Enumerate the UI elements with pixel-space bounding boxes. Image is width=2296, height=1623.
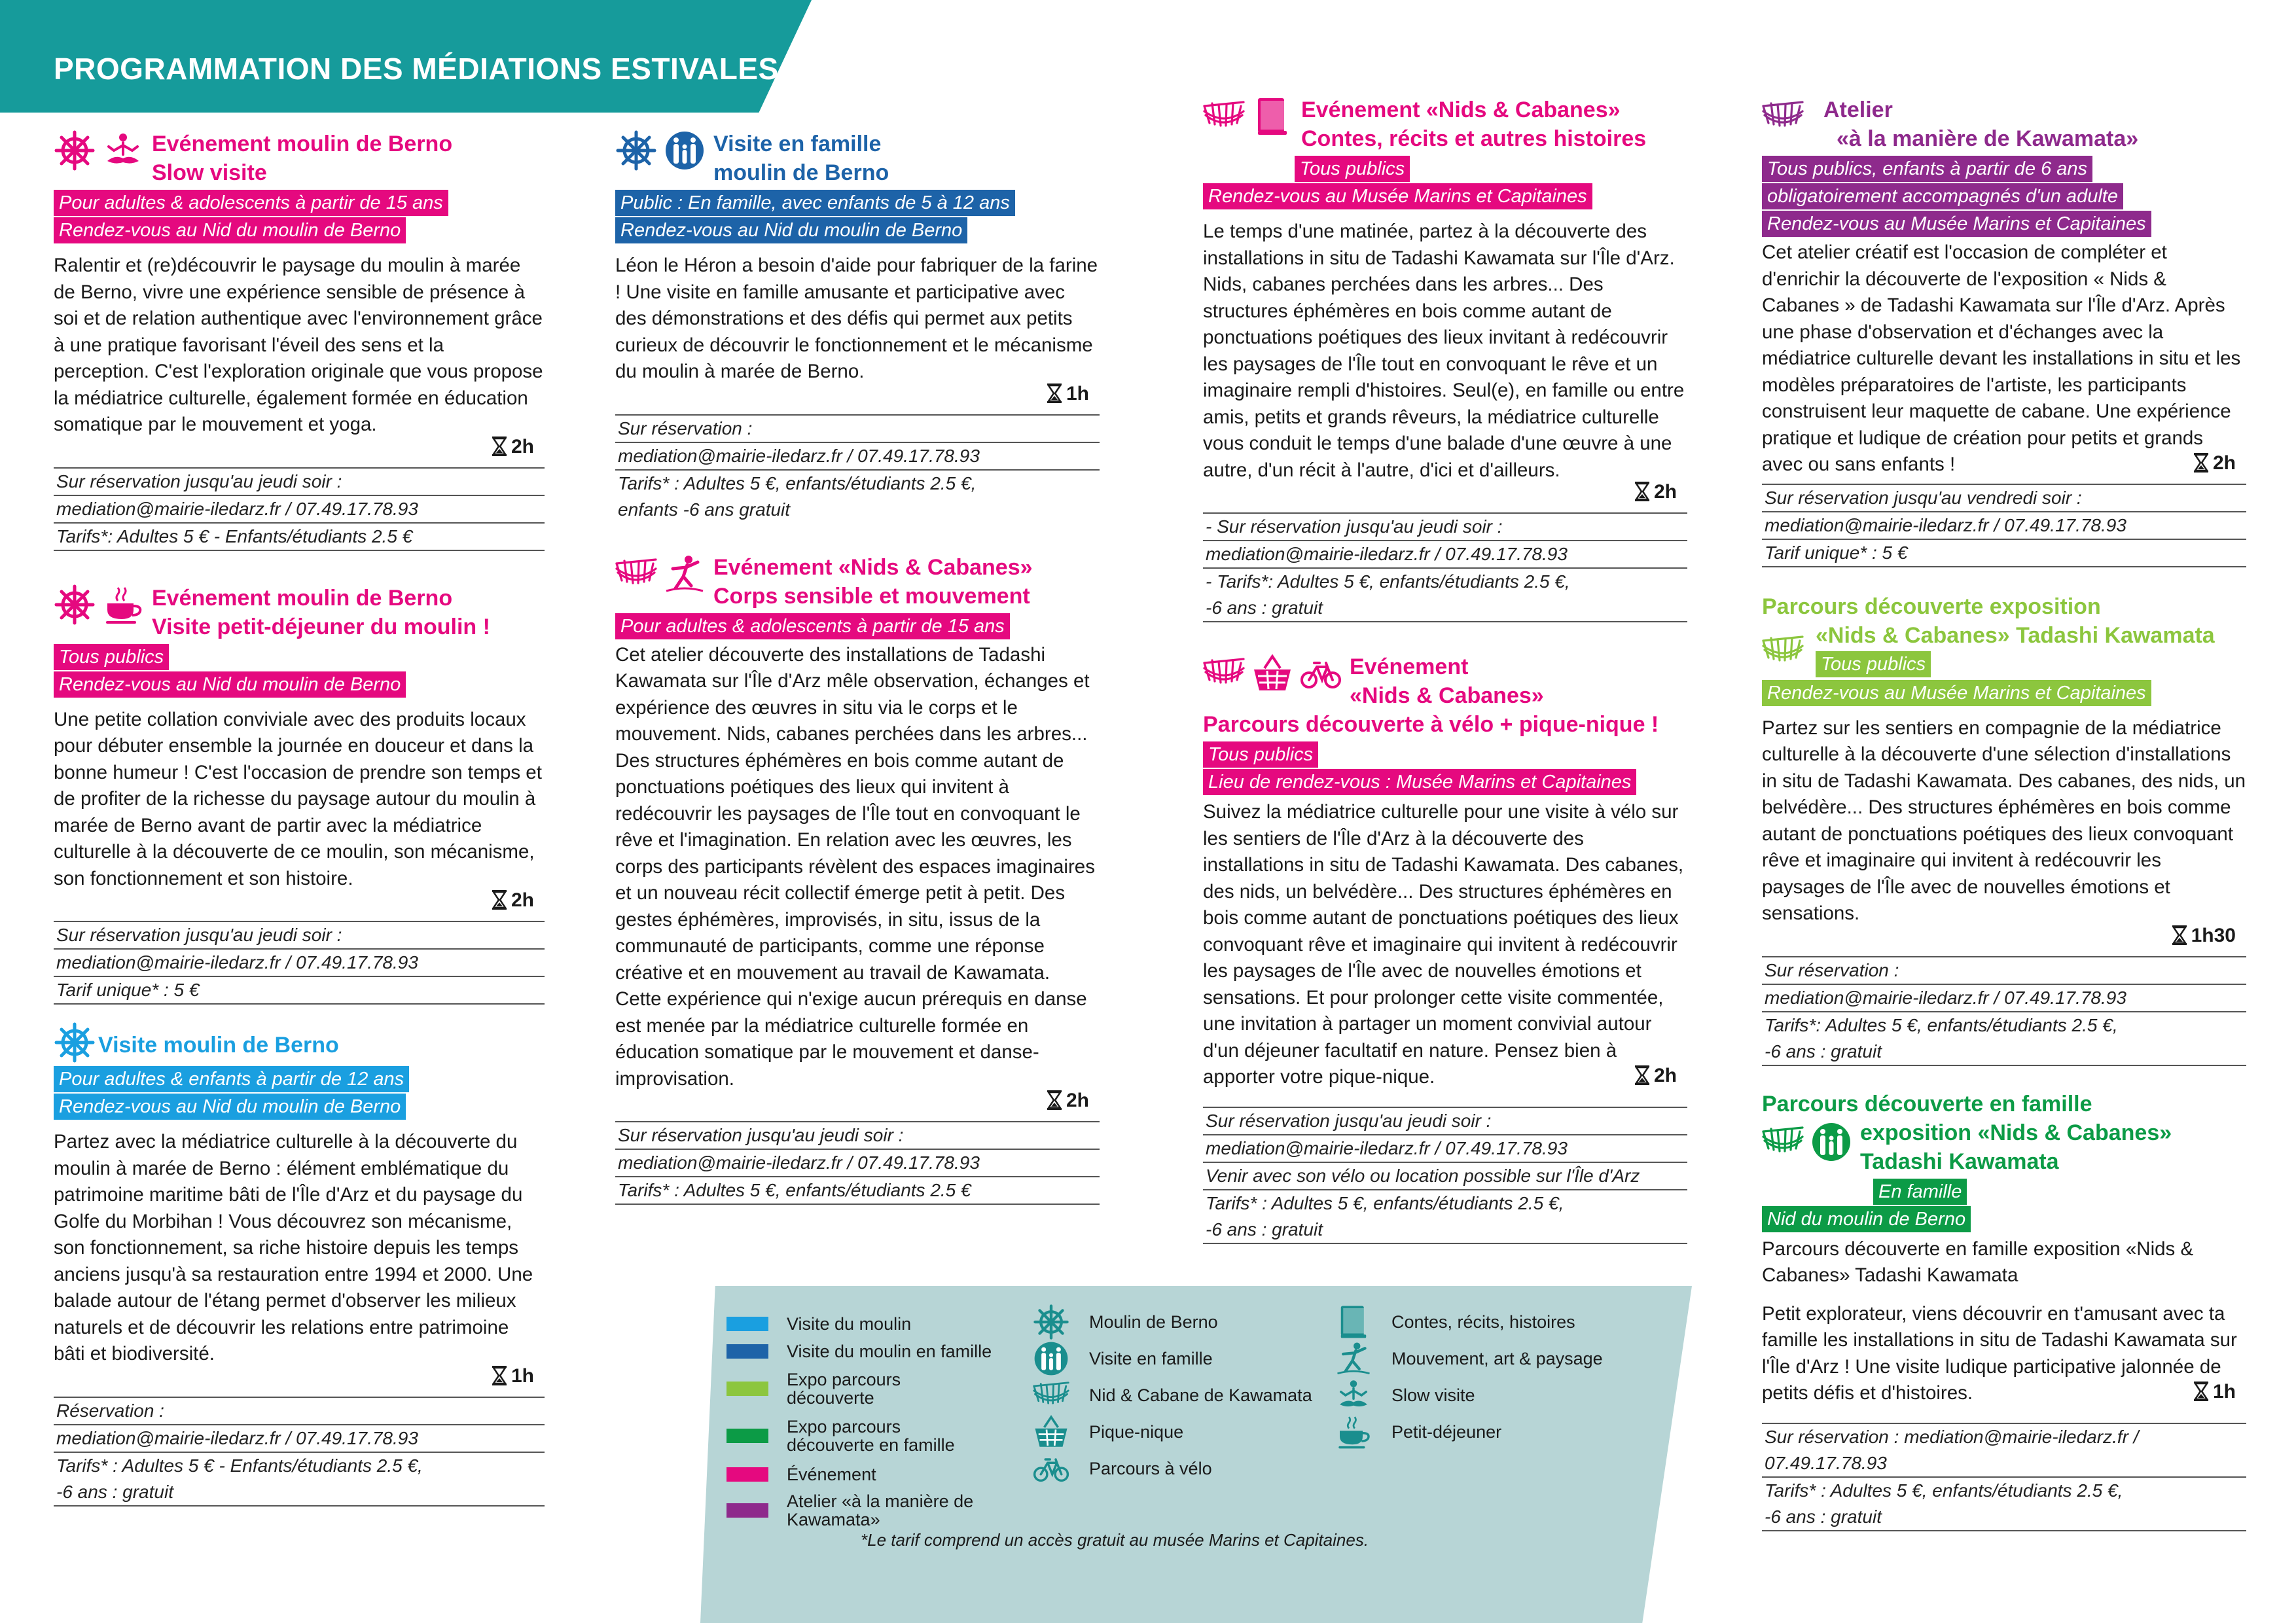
audience-tag: Tous publics [1295, 156, 1410, 182]
contact-line: mediation@mairie-iledarz.fr / 07.49.17.78.93 [54, 495, 545, 522]
card-breakfast-visit [54, 584, 545, 1005]
booking-info [615, 1121, 1100, 1205]
legend-item [726, 1459, 992, 1489]
card-description: Une petite collation conviviale avec des produits locaux pour débuter ensemble la journée en douceur et dans la bonne humeur ! C'est l'occasion de prendre son temps et de profiter de la richesse du paysage autour du moulin à marée de Berno avant de partir avec la médiatrice culturelle à la découverte de ce moulin, son mécanisme, son fonctionnement et son histoire. [54, 708, 542, 889]
title-line: Evénement moulin de Berno [152, 585, 453, 611]
hourglass-icon [492, 890, 507, 910]
legend-label: Contes, récits, histoires [1391, 1311, 1575, 1332]
book-icon [1335, 1304, 1372, 1340]
hourglass-icon [1634, 1065, 1650, 1085]
bike-icon [1300, 652, 1342, 694]
legend-item [726, 1310, 992, 1338]
title-line: Atelier [1823, 98, 1893, 122]
meeting-tag: Rendez-vous au Nid du moulin de Berno [54, 1094, 406, 1120]
info-line: Sur réservation jusqu'au jeudi soir : [1203, 1107, 1687, 1134]
booking-info [54, 921, 545, 1005]
card-title [1301, 96, 1646, 153]
nest-icon [1203, 652, 1245, 694]
note-line: Venir avec son vélo ou location possible sur l'Île d'Arz [1203, 1162, 1687, 1189]
price-line: Tarif unique* : 5 € [54, 976, 545, 1005]
audience-tag: Pour adultes & adolescents à partir de 15 ans [615, 613, 1010, 639]
contact-line: mediation@mairie-iledarz.fr / 07.49.17.78.93 [1762, 984, 2246, 1011]
meeting-tag: Rendez-vous au Nid du moulin de Berno [54, 217, 406, 243]
legend-label: Expo parcours découverte en famille [787, 1417, 955, 1455]
card-description: Le temps d'une matinée, partez à la découverte des installations in situ de Tadashi Kawamata sur l'Île d'Arz. Nids, cabanes perchées dans les arbres... Des structures éphémères en bois comme autant de ponctuations poétiques des lieux invitant à redécouvrir les paysages de l'Île tout en convoquant le rêve et un imaginaire rempli d'histoires. Seul(e), en famille ou entre amis, petits et grands rêveurs, la médiatrice culturelle vous conduit le temps d'une balade d'une œuvre à une autre, d'un récit à l'autre, d'ici et d'ailleurs. [1203, 221, 1685, 481]
book-icon [1251, 96, 1293, 137]
nest-icon [615, 553, 657, 595]
nest-icon [1762, 96, 1804, 137]
duration-value: 1h [1066, 382, 1089, 404]
duration-value: 1h [2212, 1380, 2236, 1402]
title-line: Corps sensible et mouvement [713, 583, 1030, 609]
price-line: -6 ans : gratuit [1203, 595, 1687, 622]
hourglass-icon [492, 1366, 507, 1385]
legend-icons-2 [1335, 1304, 1603, 1450]
audience-tag: Tous publics [1203, 741, 1318, 768]
nest-icon [1762, 630, 1804, 672]
legend-label: Événement [787, 1464, 876, 1484]
card-title [1823, 96, 2138, 153]
booking-info [54, 467, 545, 551]
duration [54, 889, 545, 912]
dancer-icon [664, 553, 706, 595]
legend-label: Moulin de Berno [1089, 1311, 1218, 1332]
hourglass-icon [1634, 482, 1650, 501]
nest-icon [1203, 96, 1245, 137]
basket-icon [1033, 1414, 1069, 1450]
meeting-tag: Rendez-vous au Musée Marins et Capitaines [1203, 183, 1592, 209]
cup-icon [102, 584, 144, 626]
title-line: Visite moulin de Berno [98, 1033, 339, 1058]
legend-label: Parcours à vélo [1089, 1458, 1212, 1478]
audience-tag: En famille [1873, 1179, 1967, 1205]
hourglass-icon [492, 437, 507, 456]
card-title [98, 1031, 339, 1060]
title-line: Evénement «Nids & Cabanes» [713, 554, 1033, 580]
legend-label: Visite du moulin [787, 1313, 912, 1334]
contact-line: mediation@mairie-iledarz.fr / 07.49.17.78.93 [1203, 540, 1687, 567]
color-swatch [726, 1317, 768, 1331]
duration [615, 1090, 1100, 1112]
family-icon [664, 130, 706, 171]
duration-value: 2h [1653, 481, 1677, 503]
booking-info [54, 1397, 545, 1507]
contact-line: mediation@mairie-iledarz.fr / 07.49.17.78.93 [615, 442, 1100, 469]
title-block [1816, 621, 2215, 677]
hourglass-icon [1047, 1090, 1062, 1110]
contact-line: mediation@mairie-iledarz.fr / 07.49.17.78.93 [615, 1149, 1100, 1176]
contact-line: mediation@mairie-iledarz.fr / 07.49.17.78.93 [1762, 511, 2246, 539]
hourglass-icon [2193, 1382, 2209, 1401]
audience-tag: obligatoirement accompagnés d'un adulte [1762, 183, 2123, 209]
wheel-icon [615, 130, 657, 171]
info-line: - Sur réservation jusqu'au jeudi soir : [1203, 512, 1687, 540]
legend-item [1335, 1340, 1603, 1377]
wheel-icon [54, 584, 96, 626]
legend-item [1033, 1340, 1312, 1377]
card-description: Partez sur les sentiers en compagnie de la médiatrice culturelle à la découverte d'une sélection d'installations in situ de Tadashi Kawamata. Des cabanes, des nids, un belvédère... Des structures éphémères en bois comme autant de ponctuations poétiques des lieux convoquant rêve et imaginaire qui invitent à redécouvrir les paysages de l'Île avec de nouvelles émotions et sensations. [1762, 717, 2246, 924]
card-tales [1203, 96, 1687, 622]
price-line: enfants -6 ans gratuit [618, 499, 791, 520]
card-title [713, 130, 889, 187]
wheel-icon [54, 130, 96, 171]
meeting-tag: Nid du moulin de Berno [1762, 1206, 1971, 1232]
duration [1203, 481, 1687, 503]
bike-icon [1033, 1450, 1069, 1487]
legend-item [1335, 1377, 1603, 1414]
title-line: moulin de Berno [713, 160, 889, 185]
footnote: *Le tarif comprend un accès gratuit au musée Marins et Capitaines. [861, 1530, 1369, 1550]
card-subtitle: Parcours découverte à vélo + pique-nique ! [1203, 712, 1659, 737]
card-description: Cet atelier découverte des installations de Tadashi Kawamata sur l'Île d'Arz mêle observation, échanges et expérience des œuvres in situ via le corps et le mouvement. Nids, cabanes perchées dans les arbres... Des structures éphémères en bois comme autant de ponctuations poétiques des lieux qui invitent à redécouvrir les paysages de l'Île tout en convoquant le rêve et l'imagination. En relation avec les œuvres, les corps des participants révèlent des espaces imaginaires et un nouveau récit collectif émerge petit à petit. Des gestes éphémères, improvisés, in situ, issus de la communauté de participants, comme une réponse créative et en mouvement au travail de Kawamata. Cette expérience qui n'exige aucun prérequis en danse est menée par la médiatrice culturelle formée en éducation somatique par le mouvement et danse-improvisation. [615, 643, 1095, 1090]
price-line: -6 ans : gratuit [54, 1479, 545, 1507]
booking-info [1203, 512, 1687, 622]
info-line: Réservation : [54, 1397, 545, 1424]
duration-value: 1h30 [2191, 924, 2236, 946]
legend-label: Atelier «à la manière de Kawamata» [787, 1491, 974, 1529]
column-3 [1203, 96, 1687, 1274]
family-icon [1033, 1340, 1069, 1377]
card-expo-family [1762, 1090, 2246, 1531]
title-line: «Nids & Cabanes» Tadashi Kawamata [1816, 622, 2215, 648]
price-line: Tarifs*: Adultes 5 €, enfants/étudiants 2.5 €, [1762, 1011, 2246, 1039]
title-line: Visite petit-déjeuner du moulin ! [152, 614, 490, 639]
nest-icon [1033, 1377, 1069, 1414]
legend-item [1033, 1414, 1312, 1450]
info-line: Sur réservation jusqu'au jeudi soir : [615, 1121, 1100, 1149]
card-kawamata-workshop [1762, 96, 2246, 567]
card-slow-visit [54, 130, 545, 551]
duration-value: 2h [1653, 1064, 1677, 1086]
legend-item [1033, 1304, 1312, 1340]
card-description: Petit explorateur, viens découvrir en t'amusant avec ta famille les installations in situ de Tadashi Kawamata sur l'Île d'Arz ! Une visite ludique participative jalonnée de petits défis et d'histoires. [1762, 1302, 2237, 1404]
card-description: Cet atelier créatif est l'occasion de compléter et d'enrichir la découverte de l'exposition « Nids & Cabanes » de Tadashi Kawamata sur l'Île d'Arz. Après une phase d'observation et d'échanges avec la médiatrice culturelle devant les installations in situ et les modèles préparatoires de l'artiste, les participants construisent leur maquette de cabane. Une expérience pratique et ludique de création pour petits et grands avec ou sans enfants ! [1762, 241, 2241, 475]
title-line: «Nids & Cabanes» [1350, 683, 1544, 708]
meeting-tag: Rendez-vous au Musée Marins et Capitaines [1762, 680, 2151, 706]
hourglass-icon [2172, 925, 2187, 945]
title-line: exposition «Nids & Cabanes» [1860, 1120, 2172, 1145]
info-line: Sur réservation : [1762, 956, 2246, 984]
booking-info [1203, 1107, 1687, 1244]
price-line: -6 ans : gratuit [1762, 1504, 2246, 1531]
legend-label: Mouvement, art & paysage [1391, 1348, 1603, 1368]
duration [54, 436, 545, 458]
contact-line: Sur réservation : mediation@mairie-iledarz.fr / [1762, 1423, 2246, 1450]
card-intro: Parcours découverte en famille exposition «Nids & Cabanes» Tadashi Kawamata [1762, 1238, 2194, 1286]
title-line: Evénement moulin de Berno [152, 132, 453, 156]
meditation-icon [102, 130, 144, 171]
family-icon [1810, 1121, 1852, 1163]
title-line: Slow visite [152, 160, 267, 185]
card-mill-visit [54, 1022, 545, 1507]
price-line: Tarifs* : Adultes 5 €, enfants/étudiants 2.5 €, [1762, 1476, 2246, 1504]
price-line: Tarif unique* : 5 € [1762, 539, 2246, 567]
duration-value: 1h [511, 1364, 534, 1387]
price-line: Tarifs* : Adultes 5 €, enfants/étudiants 2.5 €, [615, 469, 1100, 497]
card-title [152, 584, 490, 641]
price-line: Tarifs* : Adultes 5 €, enfants/étudiants 2.5 €, [1203, 1189, 1687, 1217]
cup-icon [1335, 1414, 1372, 1450]
column-4 [1762, 96, 2246, 1561]
duration-value: 2h [1066, 1090, 1089, 1111]
card-title: Parcours découverte exposition [1762, 594, 2101, 619]
legend-item [726, 1365, 992, 1412]
booking-info [1762, 1423, 2246, 1531]
duration [1762, 925, 2246, 947]
legend-item [1335, 1414, 1603, 1450]
info-line: Sur réservation jusqu'au jeudi soir : [54, 921, 545, 948]
card-description: Partez avec la médiatrice culturelle à la découverte du moulin à marée de Berno : élément emblématique du patrimoine maritime bâti de l'Île d'Arz et du paysage du Golfe du Morbihan ! Vous découvrez son mécanisme, son fonctionnement, sa riche histoire depuis les temps anciens jusqu'à sa restauration entre 1994 et 2000. Une balade autour de l'étang permet d'observer les milieux naturels et de découvrir les relations entre patrimoine bâti et biodiversité. [54, 1131, 533, 1364]
title-line: Evénement [1350, 654, 1469, 679]
legend-item [726, 1412, 992, 1459]
meditation-icon [1335, 1377, 1372, 1414]
info-line: Sur réservation jusqu'au vendredi soir : [1762, 484, 2246, 511]
meeting-tag: Rendez-vous au Musée Marins et Capitaines [1762, 211, 2151, 237]
meeting-tag: Rendez-vous au Nid du moulin de Berno [615, 217, 967, 243]
price-line: Tarifs* : Adultes 5 € - Enfants/étudiants 2.5 €, [54, 1452, 545, 1479]
title-line: Evénement «Nids & Cabanes» [1301, 98, 1621, 122]
info-line: Sur réservation : [615, 414, 1100, 442]
hourglass-icon [1047, 383, 1062, 403]
price-line: -6 ans : gratuit [1203, 1217, 1687, 1244]
color-swatch [726, 1429, 768, 1443]
title-line: Tadashi Kawamata [1860, 1149, 2059, 1174]
audience-tag: Tous publics [1816, 651, 1931, 677]
price-line: Tarifs* : Adultes 5 €, enfants/étudiants 2.5 € [615, 1176, 1100, 1205]
legend-item [726, 1489, 992, 1531]
info-line: Sur réservation jusqu'au jeudi soir : [54, 467, 545, 495]
duration [54, 1365, 545, 1387]
audience-tag: Pour adultes & adolescents à partir de 15 ans [54, 190, 448, 216]
legend-label: Petit-déjeuner [1391, 1421, 1502, 1442]
duration [615, 383, 1100, 405]
contact-line: mediation@mairie-iledarz.fr / 07.49.17.78.93 [54, 948, 545, 976]
audience-tag: Tous publics [54, 644, 169, 670]
legend-icons-1 [1033, 1304, 1312, 1487]
page-title: PROGRAMMATION DES MÉDIATIONS ESTIVALES [54, 52, 779, 86]
legend-label: Slow visite [1391, 1385, 1475, 1405]
column-2 [615, 130, 1100, 1235]
color-swatch [726, 1503, 768, 1518]
color-swatch [726, 1382, 768, 1396]
duration-value: 2h [511, 435, 534, 457]
price-line: Tarifs*: Adultes 5 € - Enfants/étudiants 2.5 € [54, 522, 545, 551]
meeting-tag: Rendez-vous au Nid du moulin de Berno [54, 671, 406, 698]
title-block [1860, 1118, 2172, 1176]
legend-item [1033, 1377, 1312, 1414]
contact-line: mediation@mairie-iledarz.fr / 07.49.17.78.93 [54, 1424, 545, 1452]
card-description: Ralentir et (re)découvrir le paysage du moulin à marée de Berno, vivre une expérience sensible de présence à soi et de relation authentique avec l'environnement grâce à une pratique favorisant l'éveil des sens et la perception. C'est l'exploration originale que vous propose la médiatrice culturelle, également formée en éducation somatique par le mouvement et yoga. [54, 255, 543, 435]
card-family-visit [615, 130, 1100, 523]
hourglass-icon [2193, 453, 2209, 473]
card-title [1350, 652, 1544, 710]
legend-item [726, 1338, 992, 1365]
card-bike-picnic [1203, 652, 1687, 1244]
contact-line: 07.49.17.78.93 [1765, 1452, 1887, 1473]
legend-item [1335, 1304, 1603, 1340]
card-body-movement [615, 553, 1100, 1205]
booking-info [615, 414, 1100, 523]
title-line: Visite en famille [713, 132, 882, 156]
column-1 [54, 130, 545, 1537]
legend-label: Nid & Cabane de Kawamata [1089, 1385, 1312, 1405]
booking-info [1762, 956, 2246, 1066]
legend-label: Visite du moulin en famille [787, 1341, 992, 1361]
legend-label: Expo parcours découverte [787, 1370, 901, 1408]
audience-tag: Tous publics, enfants à partir de 6 ans [1762, 156, 2092, 182]
duration-value: 2h [511, 889, 534, 911]
title-line: Contes, récits et autres histoires [1301, 126, 1647, 151]
card-title [152, 130, 452, 187]
wheel-icon [1033, 1304, 1069, 1340]
card-title: Parcours découverte en famille [1762, 1091, 2092, 1116]
card-description: Léon le Héron a besoin d'aide pour fabriquer de la farine ! Une visite en famille amusante et participative avec des démonstrations et des défis qui permet aux petits curieux de découvrir le fonctionnement et le mécanisme du moulin à marée de Berno. [615, 255, 1098, 382]
meeting-tag: Lieu de rendez-vous : Musée Marins et Capitaines [1203, 769, 1636, 795]
audience-tag: Public : En famille, avec enfants de 5 à 12 ans [615, 190, 1015, 216]
price-line: -6 ans : gratuit [1762, 1039, 2246, 1066]
price-line: - Tarifs*: Adultes 5 €, enfants/étudiants 2.5 €, [1203, 567, 1687, 595]
card-expo-trail [1762, 592, 2246, 1066]
booking-info [1762, 484, 2246, 567]
color-swatch [726, 1344, 768, 1359]
card-description: Suivez la médiatrice culturelle pour une visite à vélo sur les sentiers de l'Île d'Arz à la découverte des installations in situ de Tadashi Kawamata. Des cabanes, des nids, un belvédère... Des structures éphémères en bois comme autant de ponctuations poétiques des lieux convoquant rêve et imaginaire qui invitent à redécouvrir les paysages de l'Île avec de nouvelles émotions et sensations. Et pour prolonger cette visite commentée, une invitation à partager un moment convivial autour d'un déjeuner facultatif en nature. Pensez bien à apporter votre pique-nique. [1203, 801, 1684, 1088]
legend-colors [726, 1310, 992, 1531]
basket-icon [1251, 652, 1293, 694]
nest-icon [1762, 1121, 1804, 1163]
card-title [713, 553, 1033, 611]
color-swatch [726, 1467, 768, 1482]
legend-item [1033, 1450, 1312, 1487]
legend-label: Visite en famille [1089, 1348, 1213, 1368]
contact-line: mediation@mairie-iledarz.fr / 07.49.17.78.93 [1203, 1134, 1687, 1162]
title-line: «à la manière de Kawamata» [1837, 126, 2139, 151]
legend-label: Pique-nique [1089, 1421, 1184, 1442]
wheel-icon [54, 1022, 96, 1063]
dancer-icon [1335, 1340, 1372, 1377]
audience-tag: Pour adultes & enfants à partir de 12 ans [54, 1066, 409, 1092]
duration-value: 2h [2212, 452, 2236, 474]
